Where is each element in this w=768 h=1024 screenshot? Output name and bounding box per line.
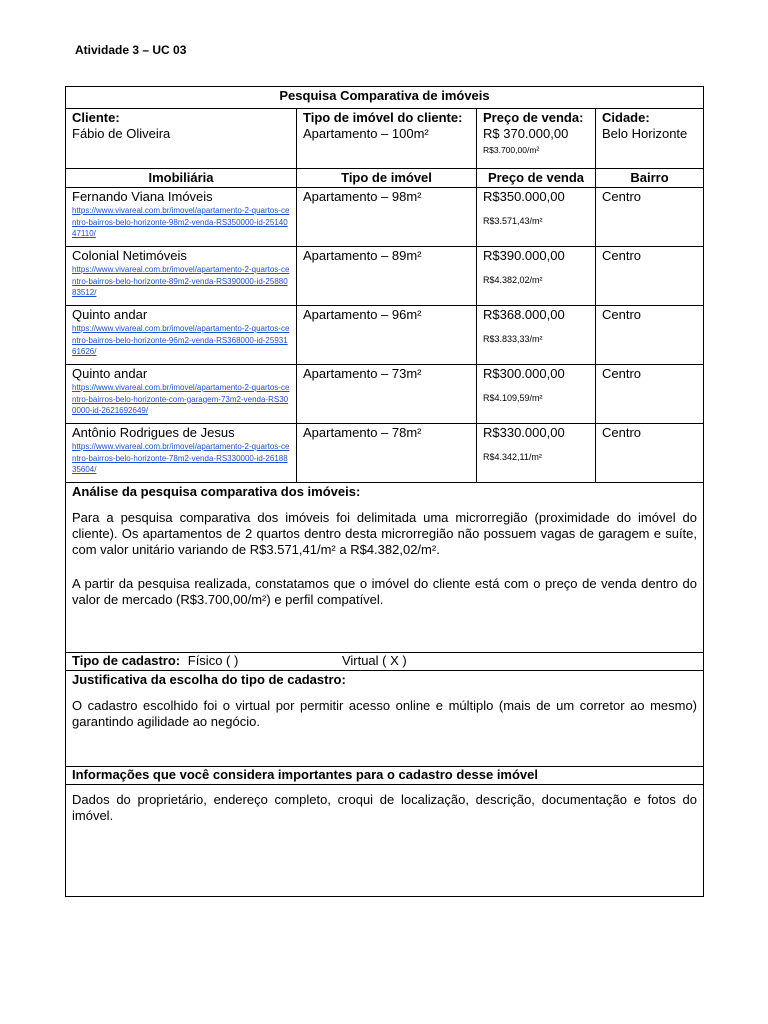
listing-link[interactable]: https://www.vivareal.com.br/imovel/apartamento-2-quartos-centro-bairros-belo-horizonte-89m2-venda-RS390000-id-2588083512/	[72, 265, 290, 297]
property-unit-price: R$4.342,11/m²	[483, 452, 542, 462]
registration-virtual-option: Virtual ( X )	[341, 653, 407, 668]
listing-link[interactable]: https://www.vivareal.com.br/imovel/apartamento-2-quartos-centro-bairros-belo-horizonte-78m2-venda-RS330000-id-2618835604/	[72, 442, 290, 474]
important-info-heading-row	[66, 767, 704, 785]
registration-type-row	[66, 653, 704, 671]
property-price: R$368.000,00	[483, 307, 565, 322]
property-type: Apartamento – 98m²	[297, 188, 477, 247]
property-neighborhood: Centro	[596, 424, 704, 483]
column-header-row	[66, 169, 704, 188]
important-info-text: Dados do proprietário, endereço completo, croqui de localização, descrição, documentação e fotos do imóvel.	[72, 792, 698, 823]
listing-link[interactable]: https://www.vivareal.com.br/imovel/apartamento-2-quartos-centro-bairros-belo-horizonte-96m2-venda-RS368000-id-2593161626/	[72, 324, 290, 356]
client-city-value: Belo Horizonte	[602, 126, 688, 141]
listing-link[interactable]: https://www.vivareal.com.br/imovel/apartamento-2-quartos-centro-bairros-belo-horizonte-com-garagem-73m2-venda-RS300000-id-2621692649/	[72, 383, 290, 415]
property-price: R$350.000,00	[483, 189, 565, 204]
property-type: Apartamento – 78m²	[297, 424, 477, 483]
property-unit-price: R$3.571,43/m²	[483, 216, 543, 226]
document-heading: Atividade 3 – UC 03	[75, 43, 187, 57]
client-price-cell	[477, 109, 596, 169]
listing-link[interactable]: https://www.vivareal.com.br/imovel/apartamento-2-quartos-centro-bairros-belo-horizonte-98m2-venda-RS350000-id-2514047110/	[72, 206, 290, 238]
header-neighborhood: Bairro	[596, 169, 704, 188]
table-row	[66, 247, 704, 306]
client-price-label: Preço de venda:	[483, 110, 584, 125]
client-city-cell	[596, 109, 704, 169]
analysis-paragraph-1: Para a pesquisa comparativa dos imóveis foi delimitada uma microrregião (proximidade do imóvel do cliente). Os apartamentos de 2 quartos dentro desta microrregião não possuem vagas de garagem e suíte, com valor unitário variando de R$3.571,41/m² a R$4.382,02/m².	[72, 510, 698, 557]
header-price: Preço de venda	[477, 169, 596, 188]
justification-text: O cadastro escolhido foi o virtual por permitir acesso online e múltiplo (mais de um corretor ao mesmo) garantindo agilidade ao negócio.	[72, 698, 698, 729]
client-price-unit: R$3.700,00/m²	[483, 145, 540, 155]
property-type: Apartamento – 96m²	[297, 306, 477, 365]
justification-row	[66, 671, 704, 767]
property-neighborhood: Centro	[596, 365, 704, 424]
table-title: Pesquisa Comparativa de imóveis	[66, 87, 704, 109]
table-row	[66, 424, 704, 483]
client-price-value: R$ 370.000,00	[483, 126, 569, 141]
comparative-research-table	[65, 86, 704, 897]
property-unit-price: R$3.833,33/m²	[483, 334, 543, 344]
client-label: Cliente:	[72, 110, 120, 125]
property-neighborhood: Centro	[596, 188, 704, 247]
analysis-paragraph-2: A partir da pesquisa realizada, constatamos que o imóvel do cliente está com o preço de venda dentro do valor de mercado (R$3.700,00/m²) e perfil compatível.	[72, 576, 698, 607]
client-value: Fábio de Oliveira	[72, 126, 171, 141]
property-type: Apartamento – 89m²	[297, 247, 477, 306]
client-row	[66, 109, 704, 169]
header-type: Tipo de imóvel	[297, 169, 477, 188]
analysis-row	[66, 483, 704, 653]
analysis-heading: Análise da pesquisa comparativa dos imóveis:	[72, 484, 361, 499]
justification-heading: Justificativa da escolha do tipo de cadastro:	[72, 672, 346, 687]
property-neighborhood: Centro	[596, 247, 704, 306]
client-cell	[66, 109, 297, 169]
important-info-heading: Informações que você considera importantes para o cadastro desse imóvel	[66, 767, 704, 785]
agency-name: Quinto andar	[72, 366, 148, 381]
property-price: R$300.000,00	[483, 366, 565, 381]
registration-label: Tipo de cadastro:	[72, 653, 181, 668]
property-unit-price: R$4.109,59/m²	[483, 393, 543, 403]
client-type-cell	[297, 109, 477, 169]
property-type: Apartamento – 73m²	[297, 365, 477, 424]
important-info-row	[66, 785, 704, 897]
property-neighborhood: Centro	[596, 306, 704, 365]
header-agency: Imobiliária	[66, 169, 297, 188]
property-unit-price: R$4.382,02/m²	[483, 275, 543, 285]
client-type-value: Apartamento – 100m²	[303, 126, 429, 141]
table-row	[66, 306, 704, 365]
agency-name: Colonial Netimóveis	[72, 248, 187, 263]
property-price: R$390.000,00	[483, 248, 565, 263]
agency-name: Fernando Viana Imóveis	[72, 189, 213, 204]
agency-name: Antônio Rodrigues de Jesus	[72, 425, 235, 440]
table-row	[66, 188, 704, 247]
table-row	[66, 365, 704, 424]
client-city-label: Cidade:	[602, 110, 650, 125]
property-price: R$330.000,00	[483, 425, 565, 440]
registration-physical-option: Físico ( )	[187, 653, 239, 668]
agency-name: Quinto andar	[72, 307, 148, 322]
client-type-label: Tipo de imóvel do cliente:	[303, 110, 463, 125]
